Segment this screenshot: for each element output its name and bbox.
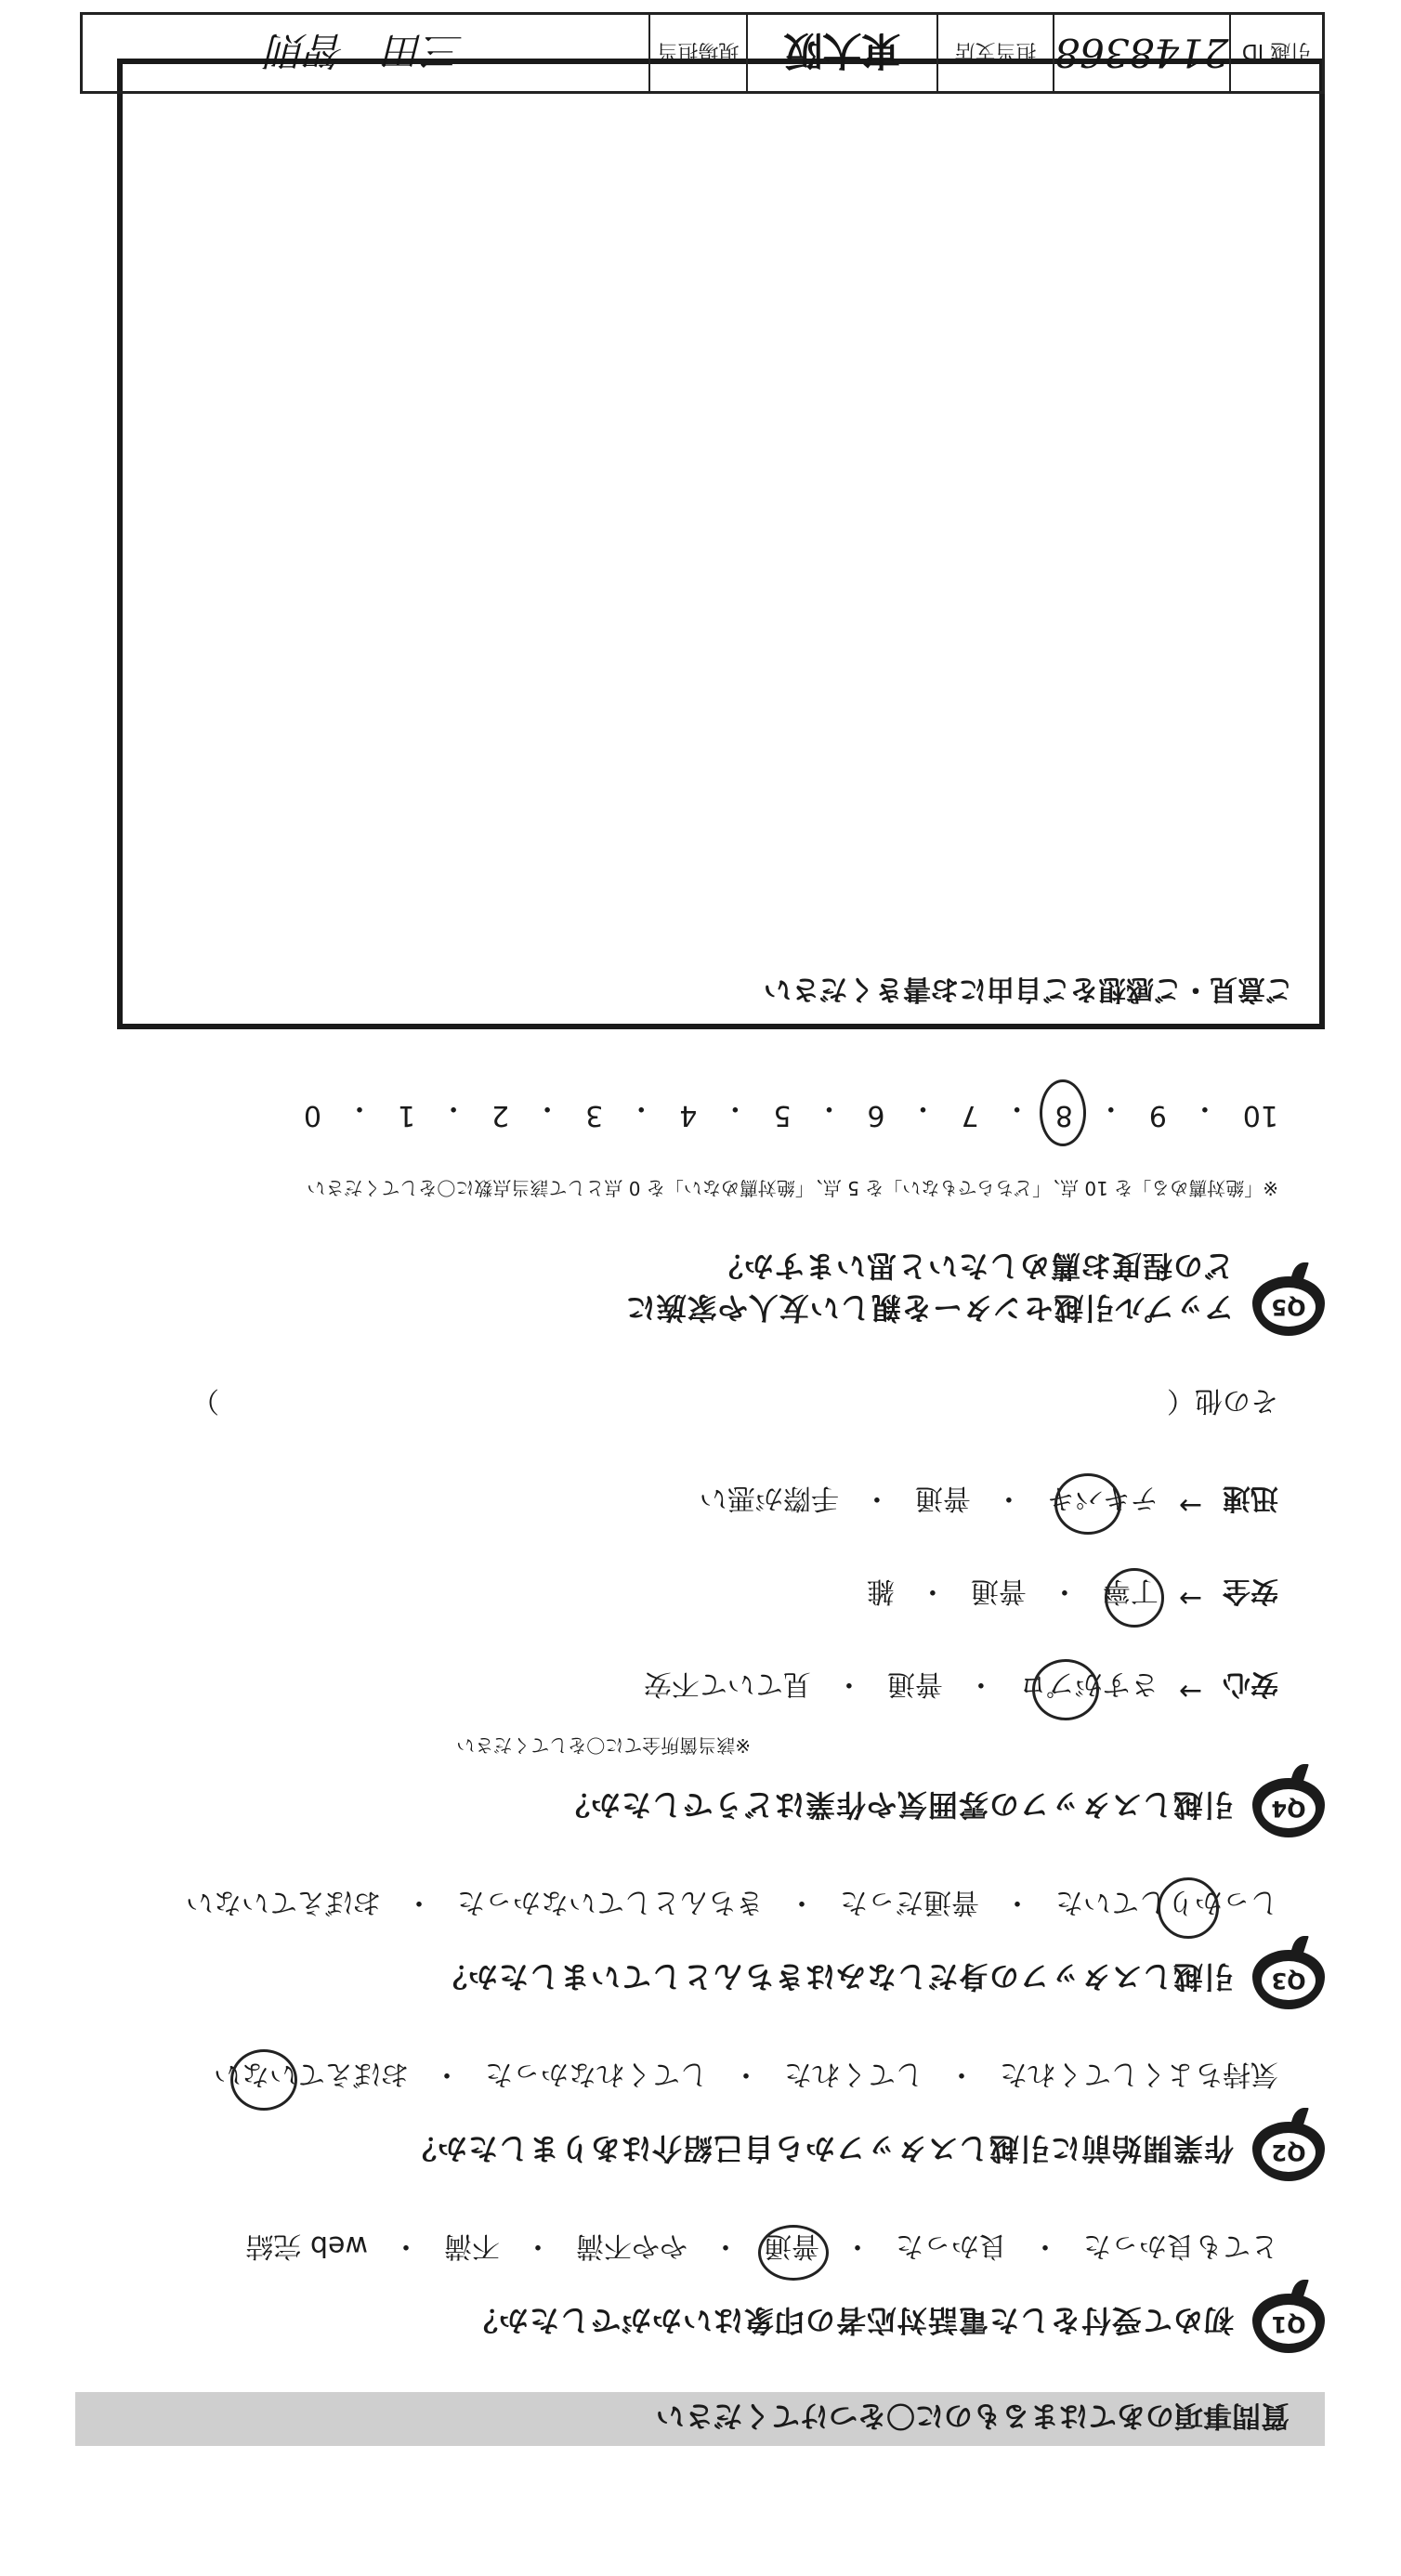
q4-number: Q4 (1262, 1789, 1316, 1828)
q4-jinsoku-option-normal[interactable]: 普通 (914, 1482, 971, 1514)
leader-label-cell (648, 15, 746, 91)
q2-option-not-remember[interactable] (214, 2057, 409, 2098)
comment-box[interactable] (117, 59, 1325, 1029)
q1-options: とても良かった ・ 良かった ・ 普通 ・ やや不満 ・ 不満 ・ web 完結 (245, 2229, 1278, 2269)
q3-circle-mark (1158, 1877, 1219, 1939)
q2-option-not-remember-label: おぼえていない (214, 2058, 409, 2090)
branch-label: 担当支店 (954, 39, 1037, 63)
q4-badge (1252, 1778, 1325, 1837)
q5-text-line2: どの程度お薦めしたいと思いますか？ (712, 1249, 1234, 1284)
q2-text: 作業開始前に引越しスタッフから自己紹介はありましたか？ (405, 2131, 1234, 2166)
leader-value-cell (83, 15, 648, 91)
q1-option-normal-label: 普通 (764, 2229, 819, 2262)
q5-score-8[interactable] (1055, 1091, 1073, 1131)
id-label: 引越 ID (1241, 39, 1312, 63)
q5-score-9[interactable]: 9 (1148, 1099, 1167, 1131)
leader-label: 現場担当 (657, 39, 740, 63)
q4-row-jinsoku-label: 迅速 (1223, 1482, 1278, 1514)
q5-score-2[interactable]: 2 (491, 1099, 510, 1131)
q5-score-5[interactable]: 5 (773, 1099, 792, 1131)
q4-anshin-option-uneasy[interactable]: 見ていて不安 (643, 1667, 811, 1700)
q3-option-neat[interactable] (1055, 1885, 1278, 1926)
q3-options: しっかりしていた ・ 普通だった ・ きちんとしていなかった ・ おぼえていない (186, 1885, 1278, 1926)
q5-score-6[interactable]: 6 (867, 1099, 885, 1131)
q1-option-slightly-dissatisfied[interactable]: やや不満 (576, 2229, 687, 2262)
branch-value: 東大阪 (783, 28, 901, 73)
q1-option-dissatisfied[interactable]: 不満 (444, 2229, 500, 2262)
q5-scale: 10 ・ 9 ・ 8 ・ 7 ・ 6 ・ 5 ・ 4 ・ 3 ・ 2 ・ 1 ・ 0 (304, 1091, 1278, 1131)
id-value: 2148368 (1054, 30, 1229, 76)
branch-value-cell (746, 15, 936, 91)
q1-number: Q1 (1262, 2305, 1316, 2344)
q1-option-very-good[interactable]: とても良かった (1083, 2229, 1278, 2262)
id-table (80, 12, 1325, 94)
q5-score-3[interactable]: 3 (585, 1099, 604, 1131)
q4-row-anzen-label: 安全 (1223, 1575, 1278, 1607)
q3-text: 引越しスタッフの身だしなみはきちんとしていましたか？ (436, 1959, 1234, 1994)
instruction-header (75, 2392, 1325, 2446)
q2-number: Q2 (1262, 2133, 1316, 2172)
q2-badge (1252, 2122, 1325, 2181)
q4-anzen-option-normal[interactable]: 普通 (970, 1575, 1027, 1607)
q5-note: ※「絶対薦める」を 10 点、「どちらでもない」を 5 点、「絶対薦めない」を 0 点として該当点数に〇をしてください (307, 1177, 1278, 1199)
q4-jinsoku-option-quick-label: テキパキ (1046, 1482, 1159, 1514)
q3-option-not-remember[interactable]: おぼえていない (186, 1886, 381, 1918)
leader-value: 三田 智則 (268, 28, 464, 73)
q1-circle-mark (758, 2225, 829, 2281)
instruction-text: 質問事項のあてはまるものに〇をつけてください (656, 2399, 1290, 2433)
q4-jinsoku-circle-mark (1054, 1473, 1121, 1535)
q5-score-7[interactable]: 7 (961, 1099, 979, 1131)
q4-row-anshin: 安心 → さすがプロ ・ 普通 ・ 見ていて不安 (644, 1667, 1278, 1707)
q2-circle-mark (230, 2049, 297, 2111)
q5-badge (1252, 1276, 1325, 1336)
q4-jinsoku-option-slow[interactable]: 手際が悪い (699, 1482, 839, 1514)
q1-option-web[interactable]: web 完結 (245, 2229, 368, 2262)
q5-score-0[interactable]: 0 (303, 1099, 321, 1131)
q5-circle-mark (1040, 1079, 1086, 1146)
q4-text: 引越しスタッフの雰囲気や作業はどうでしたか？ (558, 1787, 1234, 1823)
q4-row-jinsoku: 迅速 → テキパキ ・ 普通 ・ 手際が悪い (700, 1481, 1278, 1522)
q5-text-line1: アップル引越センターを親しい友人や家族に (624, 1290, 1234, 1326)
q1-badge (1252, 2294, 1325, 2353)
branch-label-cell (936, 15, 1053, 91)
q5-number: Q5 (1262, 1288, 1316, 1327)
q2-option-very-kind[interactable]: 気持ちよくしてくれた (1000, 2058, 1278, 2090)
q4-anshin-option-normal[interactable]: 普通 (886, 1667, 943, 1700)
q4-anzen-circle-mark (1102, 1568, 1164, 1628)
q4-anzen-option-rough[interactable]: 雑 (866, 1575, 895, 1607)
q5-score-8-label: 8 (1054, 1099, 1073, 1131)
q4-note: ※該当箇所全てに〇をしてください (456, 1734, 751, 1757)
q2-option-did[interactable]: してくれた (784, 2058, 923, 2090)
q2-option-did-not[interactable]: してくれなかった (485, 2058, 708, 2090)
q4-other-field[interactable]: その他（ ） (191, 1384, 1278, 1417)
q5-score-10[interactable]: 10 (1242, 1099, 1278, 1131)
q1-text: 初めて受付をした電話対応者の印象はいかがでしたか？ (466, 2303, 1234, 2338)
q4-anzen-option-careful[interactable] (1103, 1574, 1159, 1615)
q3-number: Q3 (1262, 1961, 1316, 2000)
q3-option-not-neat[interactable]: きちんとしていなかった (457, 1886, 764, 1918)
q4-row-anzen: 安全 → 丁寧 ・ 普通 ・ 雑 (867, 1574, 1278, 1615)
id-label-cell (1229, 15, 1322, 91)
q4-anshin-circle-mark (1032, 1659, 1099, 1720)
q5-score-4[interactable]: 4 (679, 1099, 698, 1131)
comment-title: ご意見・ご感想をご自由にお書きください (764, 973, 1293, 1005)
q4-anzen-option-careful-label: 丁寧 (1102, 1575, 1159, 1607)
q1-option-normal[interactable] (764, 2229, 819, 2269)
q4-anshin-option-pro-label: さすがプロ (1018, 1667, 1159, 1700)
q1-option-good[interactable]: 良かった (896, 2229, 1007, 2262)
q4-row-anshin-label: 安心 (1223, 1667, 1278, 1700)
q3-option-neat-label: しっかりしていた (1055, 1886, 1278, 1918)
q2-options: 気持ちよくしてくれた ・ してくれた ・ してくれなかった ・ おぼえていない (214, 2057, 1278, 2098)
id-value-cell (1053, 15, 1229, 91)
q3-badge (1252, 1950, 1325, 2009)
q3-option-normal[interactable]: 普通だった (840, 1886, 979, 1918)
q4-jinsoku-option-quick[interactable] (1047, 1481, 1159, 1522)
q4-anshin-option-pro[interactable] (1019, 1667, 1159, 1707)
q5-score-1[interactable]: 1 (397, 1099, 416, 1131)
